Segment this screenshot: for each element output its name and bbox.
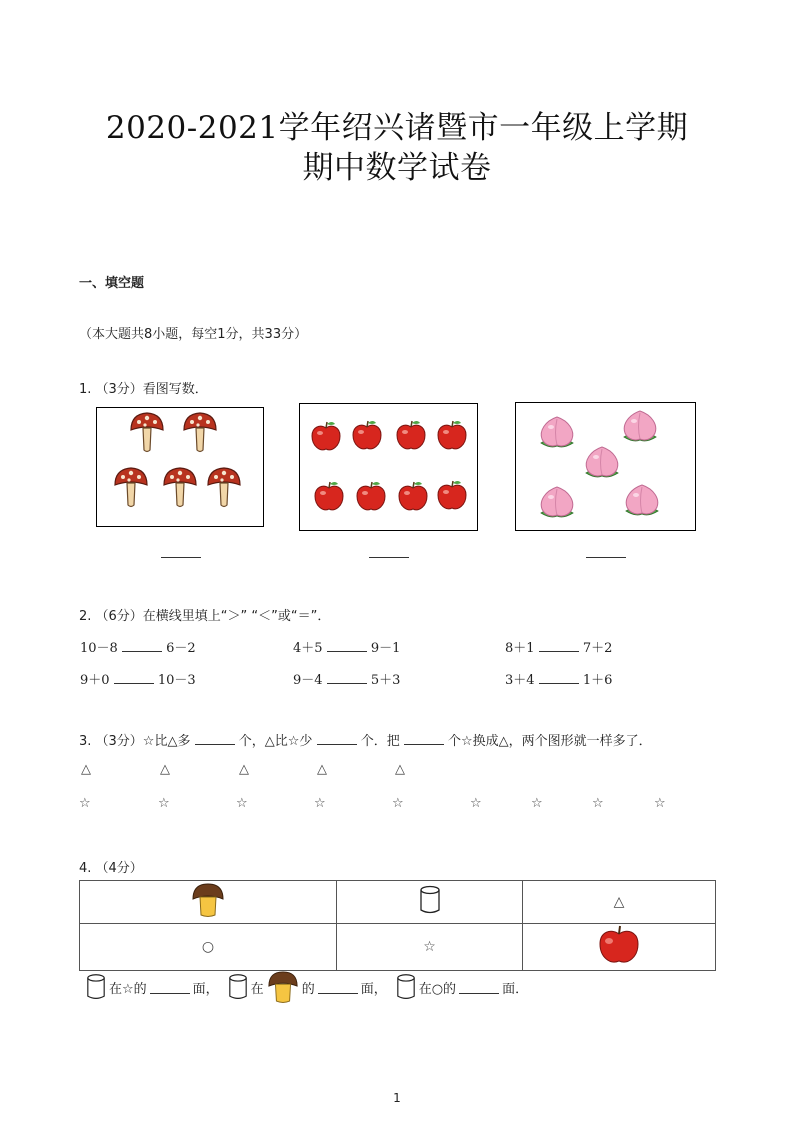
q2-left: 3＋4 <box>505 673 535 688</box>
q1-picture-apples <box>299 403 478 531</box>
star-icon: ☆ <box>592 796 604 811</box>
q4-text: 的 <box>301 981 315 997</box>
q2-item <box>293 669 400 688</box>
q3-text: 个☆换成△，两个图形就一样多了． <box>447 734 652 749</box>
mushroom-icon <box>267 970 299 1004</box>
page-title-line1: 2020-2021学年绍兴诸暨市一年级上学期 <box>105 110 689 146</box>
q4-prompt: 4. （4分） <box>79 861 143 876</box>
q1-answer-blank-2[interactable] <box>369 557 409 558</box>
q3-blank-1[interactable] <box>195 732 235 745</box>
q3-text: 3. （3分）☆比△多 <box>79 734 191 749</box>
cell-circle <box>80 924 337 971</box>
star-icon: ☆ <box>654 796 666 811</box>
q4-text: 面． <box>502 981 529 997</box>
q2-item <box>505 669 612 688</box>
q3-text: 个，△比☆少 <box>238 734 313 749</box>
section-heading: 一、填空题 <box>79 276 145 291</box>
star-icon: ☆ <box>470 796 482 811</box>
q2-left: 9＋0 <box>80 673 110 688</box>
q3-blank-3[interactable] <box>404 732 444 745</box>
q4-blank-2[interactable] <box>318 981 358 994</box>
q2-blank[interactable] <box>327 639 367 652</box>
q2-left: 8＋1 <box>505 641 535 656</box>
star-icon: ☆ <box>236 796 248 811</box>
q2-prompt: 2. （6分）在横线里填上“＞” “＜”或“＝”． <box>79 609 331 624</box>
page-number: 1 <box>393 1091 401 1105</box>
apples-illustration <box>300 404 477 530</box>
q2-blank[interactable] <box>114 671 154 684</box>
q4-sentence <box>86 970 528 1004</box>
peaches-illustration <box>516 403 695 530</box>
triangle-icon: △ <box>81 762 91 777</box>
q1-picture-peaches <box>515 402 696 531</box>
q4-position-table <box>79 880 716 971</box>
q3-text: 个．把 <box>360 734 400 749</box>
triangle-icon: △ <box>317 762 327 777</box>
q4-text: 在○的 <box>418 981 457 997</box>
page-title-line2: 期中数学试卷 <box>302 150 492 186</box>
q3-blank-2[interactable] <box>317 732 357 745</box>
cell-mushroom <box>80 881 337 924</box>
cell-triangle <box>523 881 716 924</box>
mushrooms-illustration <box>97 408 263 526</box>
triangle-icon: △ <box>160 762 170 777</box>
q2-right: 6－2 <box>166 641 196 656</box>
triangle-icon: △ <box>239 762 249 777</box>
q4-blank-3[interactable] <box>459 981 499 994</box>
triangle-icon: △ <box>395 762 405 777</box>
q2-left: 10－8 <box>80 641 118 656</box>
star-icon: ☆ <box>392 796 404 811</box>
q4-blank-1[interactable] <box>150 981 190 994</box>
cell-cylinder <box>337 881 523 924</box>
star-icon: ☆ <box>423 939 436 955</box>
cylinder-icon <box>396 973 416 1001</box>
cell-star <box>337 924 523 971</box>
q2-right: 7＋2 <box>582 641 613 656</box>
q2-left: 4＋5 <box>293 641 323 656</box>
star-icon: ☆ <box>158 796 170 811</box>
q1-answer-blank-3[interactable] <box>586 557 626 558</box>
q2-blank[interactable] <box>539 671 579 684</box>
q4-text: 面， <box>360 981 387 997</box>
section-note: （本大题共8小题，每空1分，共33分） <box>79 327 308 342</box>
q2-left: 9－4 <box>293 673 323 688</box>
q1-answer-blank-1[interactable] <box>161 557 201 558</box>
q2-item <box>80 669 196 688</box>
cylinder-icon <box>86 973 106 1001</box>
q2-blank[interactable] <box>539 639 579 652</box>
q1-prompt: 1. （3分）看图写数． <box>79 382 208 397</box>
q2-right: 5＋3 <box>370 673 401 688</box>
star-icon: ☆ <box>314 796 326 811</box>
cell-apple <box>523 924 716 971</box>
q2-blank[interactable] <box>122 639 162 652</box>
mushroom-icon <box>191 882 225 918</box>
q2-right: 9－1 <box>370 641 401 656</box>
q3-prompt <box>79 730 652 749</box>
q2-item <box>293 637 400 656</box>
q4-text: 在☆的 <box>109 981 147 997</box>
q2-right: 10－3 <box>157 673 196 688</box>
q2-item <box>80 637 196 656</box>
cylinder-icon <box>419 885 441 915</box>
q4-text: 在 <box>250 981 264 997</box>
q4-text: 面， <box>192 981 219 997</box>
q2-item <box>505 637 612 656</box>
q2-right: 1＋6 <box>582 673 613 688</box>
star-icon: ☆ <box>79 796 91 811</box>
cylinder-icon <box>228 973 248 1001</box>
q2-blank[interactable] <box>327 671 367 684</box>
triangle-icon: △ <box>613 894 625 910</box>
star-icon: ☆ <box>531 796 543 811</box>
apple-icon <box>597 924 641 966</box>
q1-picture-mushrooms <box>96 407 264 527</box>
circle-icon: ○ <box>201 939 215 955</box>
